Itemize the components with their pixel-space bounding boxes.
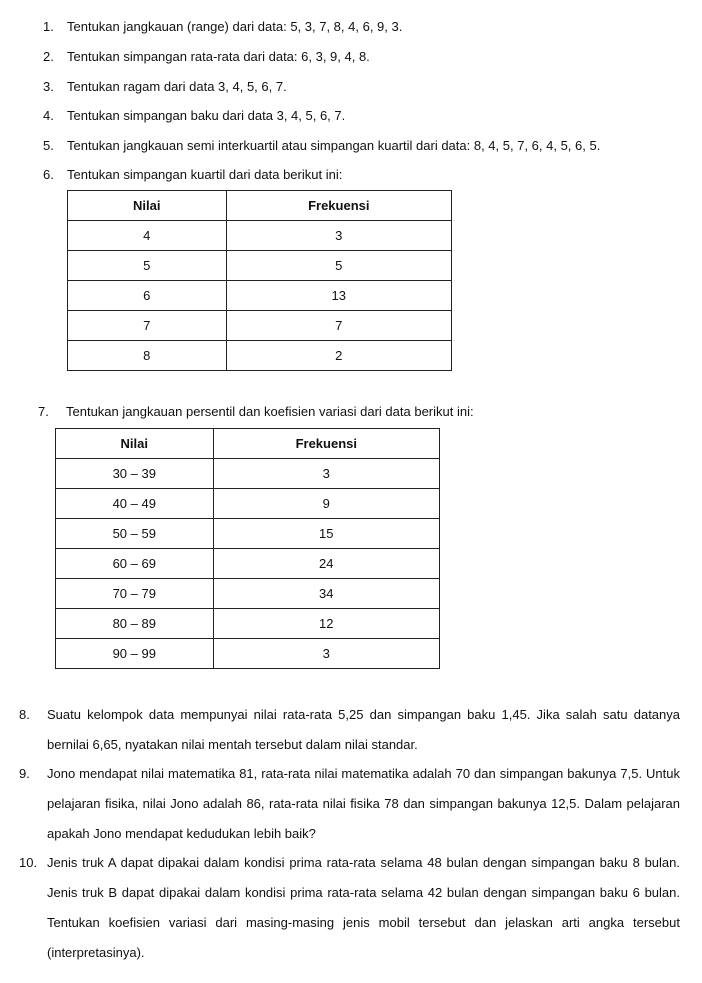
header-nilai: Nilai bbox=[56, 429, 214, 459]
cell-frekuensi: 13 bbox=[226, 281, 451, 311]
cell-frekuensi: 12 bbox=[213, 609, 439, 639]
table-row bbox=[68, 281, 452, 311]
cell-frekuensi: 9 bbox=[213, 489, 439, 519]
question-number: 4. bbox=[43, 108, 54, 123]
question-number: 9. bbox=[19, 766, 30, 781]
table-row bbox=[68, 341, 452, 371]
cell-nilai: 6 bbox=[68, 281, 227, 311]
header-nilai: Nilai bbox=[68, 191, 227, 221]
cell-nilai: 50 – 59 bbox=[56, 519, 214, 549]
cell-nilai: 4 bbox=[68, 221, 227, 251]
cell-nilai: 5 bbox=[68, 251, 227, 281]
question-number: 8. bbox=[19, 707, 30, 722]
cell-frekuensi: 3 bbox=[213, 639, 439, 669]
question-text: Tentukan simpangan kuartil dari data berikut ini: bbox=[67, 167, 343, 182]
table-header-row bbox=[68, 191, 452, 221]
frequency-table-6 bbox=[67, 190, 452, 371]
cell-frekuensi: 3 bbox=[226, 221, 451, 251]
question-text: Tentukan jangkauan (range) dari data: 5, 3, 7, 8, 4, 6, 9, 3. bbox=[67, 19, 403, 34]
question-number: 2. bbox=[43, 49, 54, 64]
question-text: Tentukan simpangan rata-rata dari data: 6, 3, 9, 4, 8. bbox=[67, 49, 370, 64]
question-text: Jenis truk A dapat dipakai dalam kondisi prima rata-rata selama 48 bulan dengan simpangan baku 8 bulan. Jenis truk B dapat dipakai dalam kondisi prima rata-rata selama 42 bulan dengan simpangan baku 6 bulan. Tentukan koefisien variasi dari masing-masing jenis mobil tersebut dan jelaskan arti angka tersebut (interpretasinya). bbox=[47, 855, 680, 960]
question-text: Tentukan simpangan baku dari data 3, 4, 5, 6, 7. bbox=[67, 108, 346, 123]
cell-nilai: 8 bbox=[68, 341, 227, 371]
cell-nilai: 60 – 69 bbox=[56, 549, 214, 579]
table-row bbox=[68, 221, 452, 251]
frequency-table-7 bbox=[55, 428, 440, 669]
cell-nilai: 7 bbox=[68, 311, 227, 341]
cell-frekuensi: 15 bbox=[213, 519, 439, 549]
cell-nilai: 90 – 99 bbox=[56, 639, 214, 669]
cell-frekuensi: 5 bbox=[226, 251, 451, 281]
table-row bbox=[56, 459, 440, 489]
table-row bbox=[68, 311, 452, 341]
cell-frekuensi: 2 bbox=[226, 341, 451, 371]
question-text: Jono mendapat nilai matematika 81, rata-rata nilai matematika adalah 70 dan simpangan bakunya 7,5. Untuk pelajaran fisika, nilai Jono adalah 86, rata-rata nilai fisika 78 dan simpangan bakunya 12,5. Dalam pelajaran apakah Jono mendapat kedudukan lebih baik? bbox=[47, 766, 680, 841]
cell-frekuensi: 24 bbox=[213, 549, 439, 579]
table-row bbox=[56, 549, 440, 579]
table-row bbox=[56, 609, 440, 639]
cell-frekuensi: 3 bbox=[213, 459, 439, 489]
question-text: Tentukan jangkauan semi interkuartil atau simpangan kuartil dari data: 8, 4, 5, 7, 6, 4, 5, 6, 5. bbox=[67, 138, 601, 153]
cell-frekuensi: 34 bbox=[213, 579, 439, 609]
question-text: Tentukan jangkauan persentil dan koefisien variasi dari data berikut ini: bbox=[66, 404, 474, 419]
question-text: Suatu kelompok data mempunyai nilai rata-rata 5,25 dan simpangan baku 1,45. Jika salah satu datanya bernilai 6,65, nyatakan nilai mentah tersebut dalam nilai standar. bbox=[47, 707, 680, 752]
header-frekuensi: Frekuensi bbox=[213, 429, 439, 459]
question-number: 6. bbox=[43, 167, 54, 182]
cell-frekuensi: 7 bbox=[226, 311, 451, 341]
question-number: 3. bbox=[43, 79, 54, 94]
table-row bbox=[56, 579, 440, 609]
cell-nilai: 40 – 49 bbox=[56, 489, 214, 519]
question-number: 1. bbox=[43, 19, 54, 34]
table-row bbox=[56, 639, 440, 669]
table-row bbox=[68, 251, 452, 281]
table-row bbox=[56, 489, 440, 519]
cell-nilai: 30 – 39 bbox=[56, 459, 214, 489]
header-frekuensi: Frekuensi bbox=[226, 191, 451, 221]
question-number: 7. bbox=[38, 404, 49, 419]
question-number: 10. bbox=[19, 855, 38, 870]
cell-nilai: 70 – 79 bbox=[56, 579, 214, 609]
question-text: Tentukan ragam dari data 3, 4, 5, 6, 7. bbox=[67, 79, 287, 94]
question-number: 5. bbox=[43, 138, 54, 153]
table-row bbox=[56, 519, 440, 549]
cell-nilai: 80 – 89 bbox=[56, 609, 214, 639]
table-header-row bbox=[56, 429, 440, 459]
